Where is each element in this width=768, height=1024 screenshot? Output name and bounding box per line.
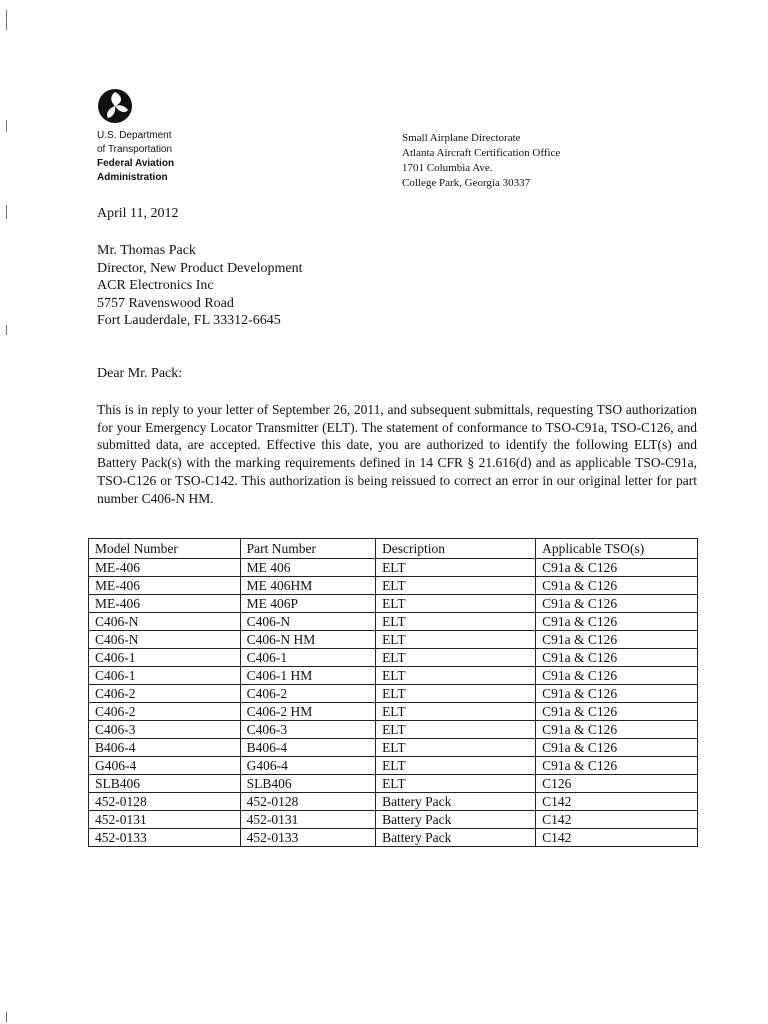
scan-margin-mark bbox=[6, 120, 7, 132]
scan-margin-mark bbox=[6, 1012, 7, 1022]
table-cell: 452-0128 bbox=[89, 793, 241, 811]
table-cell: B406-4 bbox=[89, 739, 241, 757]
table-cell: C91a & C126 bbox=[536, 631, 698, 649]
office-line: 1701 Columbia Ave. bbox=[402, 162, 493, 174]
table-cell: 452-0131 bbox=[240, 811, 375, 829]
table-cell: ME 406 bbox=[240, 559, 375, 577]
agency-line: U.S. Department bbox=[97, 130, 172, 141]
agency-line-bold: Federal Aviation bbox=[97, 158, 175, 169]
table-row bbox=[89, 613, 698, 631]
table-cell: 452-0133 bbox=[240, 829, 375, 847]
table-cell: ELT bbox=[376, 595, 536, 613]
table-cell: C406-N HM bbox=[240, 631, 375, 649]
table-cell: ELT bbox=[376, 721, 536, 739]
table-row bbox=[89, 595, 698, 613]
table-cell: ELT bbox=[376, 739, 536, 757]
letter-body: This is in reply to your letter of September 26, 2011, and subsequent submittals, requesting TSO authorization for your Emergency Locator Transmitter (ELT). The statement of conformance to TSO-C91a, TSO-C126, and submitted data, are accepted. Effective this date, you are authorized to identify the following ELT(s) and Battery Pack(s) with the marking requirements defined in 14 CFR § 21.616(d) and as applicable TSO-C91a, TSO-C126 or TSO-C142. This authorization is being reissued to correct an error in our original letter for part number C406-N HM. bbox=[97, 402, 697, 506]
table-cell: Battery Pack bbox=[376, 793, 536, 811]
table-cell: ELT bbox=[376, 613, 536, 631]
table-cell: G406-4 bbox=[240, 757, 375, 775]
agency-line: of Transportation bbox=[97, 144, 173, 155]
table-cell: ME 406P bbox=[240, 595, 375, 613]
recipient-line: Director, New Product Development bbox=[97, 260, 303, 276]
table-cell: ELT bbox=[376, 577, 536, 595]
table-cell: ELT bbox=[376, 757, 536, 775]
table-cell: ELT bbox=[376, 685, 536, 703]
scan-margin-mark bbox=[6, 10, 7, 30]
table-cell: ELT bbox=[376, 559, 536, 577]
column-header: Model Number bbox=[89, 539, 241, 559]
table-row bbox=[89, 631, 698, 649]
table-cell: C142 bbox=[536, 829, 698, 847]
table-cell: C406-1 HM bbox=[240, 667, 375, 685]
agency-block bbox=[97, 129, 174, 185]
table-cell: C406-3 bbox=[240, 721, 375, 739]
table-row bbox=[89, 775, 698, 793]
salutation: Dear Mr. Pack: bbox=[97, 366, 183, 381]
column-header: Part Number bbox=[240, 539, 375, 559]
table-cell: C142 bbox=[536, 793, 698, 811]
table-cell: C406-2 bbox=[89, 685, 241, 703]
office-line: Atlanta Aircraft Certification Office bbox=[402, 147, 561, 159]
table-cell: C406-N bbox=[240, 613, 375, 631]
table-cell: C91a & C126 bbox=[536, 577, 698, 595]
table-cell: C406-2 bbox=[240, 685, 375, 703]
table-row bbox=[89, 757, 698, 775]
table-cell: C91a & C126 bbox=[536, 667, 698, 685]
table-cell: 452-0128 bbox=[240, 793, 375, 811]
table-cell: ELT bbox=[376, 775, 536, 793]
table-cell: C91a & C126 bbox=[536, 685, 698, 703]
table-row bbox=[89, 559, 698, 577]
table-cell: C91a & C126 bbox=[536, 649, 698, 667]
table-row bbox=[89, 685, 698, 703]
table-cell: C91a & C126 bbox=[536, 559, 698, 577]
table-cell: C406-2 HM bbox=[240, 703, 375, 721]
office-address bbox=[402, 131, 560, 191]
scan-margin-mark bbox=[6, 205, 7, 219]
recipient-line: Mr. Thomas Pack bbox=[97, 243, 196, 258]
table-cell: C406-3 bbox=[89, 721, 241, 739]
table-cell: ME 406HM bbox=[240, 577, 375, 595]
table-cell: B406-4 bbox=[240, 739, 375, 757]
recipient-address bbox=[97, 242, 303, 330]
table-cell: ME-406 bbox=[89, 577, 241, 595]
table-body bbox=[89, 559, 698, 847]
column-header: Applicable TSO(s) bbox=[536, 539, 698, 559]
table-cell: C91a & C126 bbox=[536, 739, 698, 757]
table-cell: Battery Pack bbox=[376, 829, 536, 847]
table-row bbox=[89, 721, 698, 739]
table-cell: ME-406 bbox=[89, 595, 241, 613]
table-row bbox=[89, 577, 698, 595]
table-header-row bbox=[89, 539, 698, 559]
table-cell: C126 bbox=[536, 775, 698, 793]
column-header: Description bbox=[376, 539, 536, 559]
table-cell: C91a & C126 bbox=[536, 757, 698, 775]
table-cell: ELT bbox=[376, 649, 536, 667]
table-cell: C406-1 bbox=[89, 649, 241, 667]
table-cell: C91a & C126 bbox=[536, 613, 698, 631]
table-cell: Battery Pack bbox=[376, 811, 536, 829]
table-row bbox=[89, 811, 698, 829]
table-cell: ELT bbox=[376, 667, 536, 685]
recipient-line: 5757 Ravenswood Road bbox=[97, 295, 234, 311]
table-row bbox=[89, 793, 698, 811]
table-cell: C142 bbox=[536, 811, 698, 829]
table-cell: C406-N bbox=[89, 613, 241, 631]
recipient-line: Fort Lauderdale, FL 33312-6645 bbox=[97, 313, 281, 328]
table-cell: G406-4 bbox=[89, 757, 241, 775]
dot-logo-icon bbox=[97, 88, 133, 124]
table-cell: SLB406 bbox=[240, 775, 375, 793]
recipient-line: ACR Electronics Inc bbox=[97, 278, 214, 293]
table-cell: C91a & C126 bbox=[536, 595, 698, 613]
table-cell: C406-N bbox=[89, 631, 241, 649]
table-row bbox=[89, 739, 698, 757]
scan-margin-mark bbox=[6, 325, 7, 335]
table-cell: 452-0131 bbox=[89, 811, 241, 829]
authorization-table bbox=[88, 538, 698, 847]
table-row bbox=[89, 829, 698, 847]
table-cell: C91a & C126 bbox=[536, 703, 698, 721]
table-row bbox=[89, 667, 698, 685]
office-line: Small Airplane Directorate bbox=[402, 132, 521, 144]
table-cell: ME-406 bbox=[89, 559, 241, 577]
office-line: College Park, Georgia 30337 bbox=[402, 177, 531, 189]
table-row bbox=[89, 703, 698, 721]
agency-line-bold: Administration bbox=[97, 172, 168, 183]
table-cell: ELT bbox=[376, 631, 536, 649]
table-row bbox=[89, 649, 698, 667]
table-cell: C91a & C126 bbox=[536, 721, 698, 739]
table-cell: ELT bbox=[376, 703, 536, 721]
letter-date: April 11, 2012 bbox=[97, 206, 179, 221]
table-cell: C406-2 bbox=[89, 703, 241, 721]
table-cell: SLB406 bbox=[89, 775, 241, 793]
table-cell: C406-1 bbox=[89, 667, 241, 685]
table-cell: C406-1 bbox=[240, 649, 375, 667]
table-cell: 452-0133 bbox=[89, 829, 241, 847]
